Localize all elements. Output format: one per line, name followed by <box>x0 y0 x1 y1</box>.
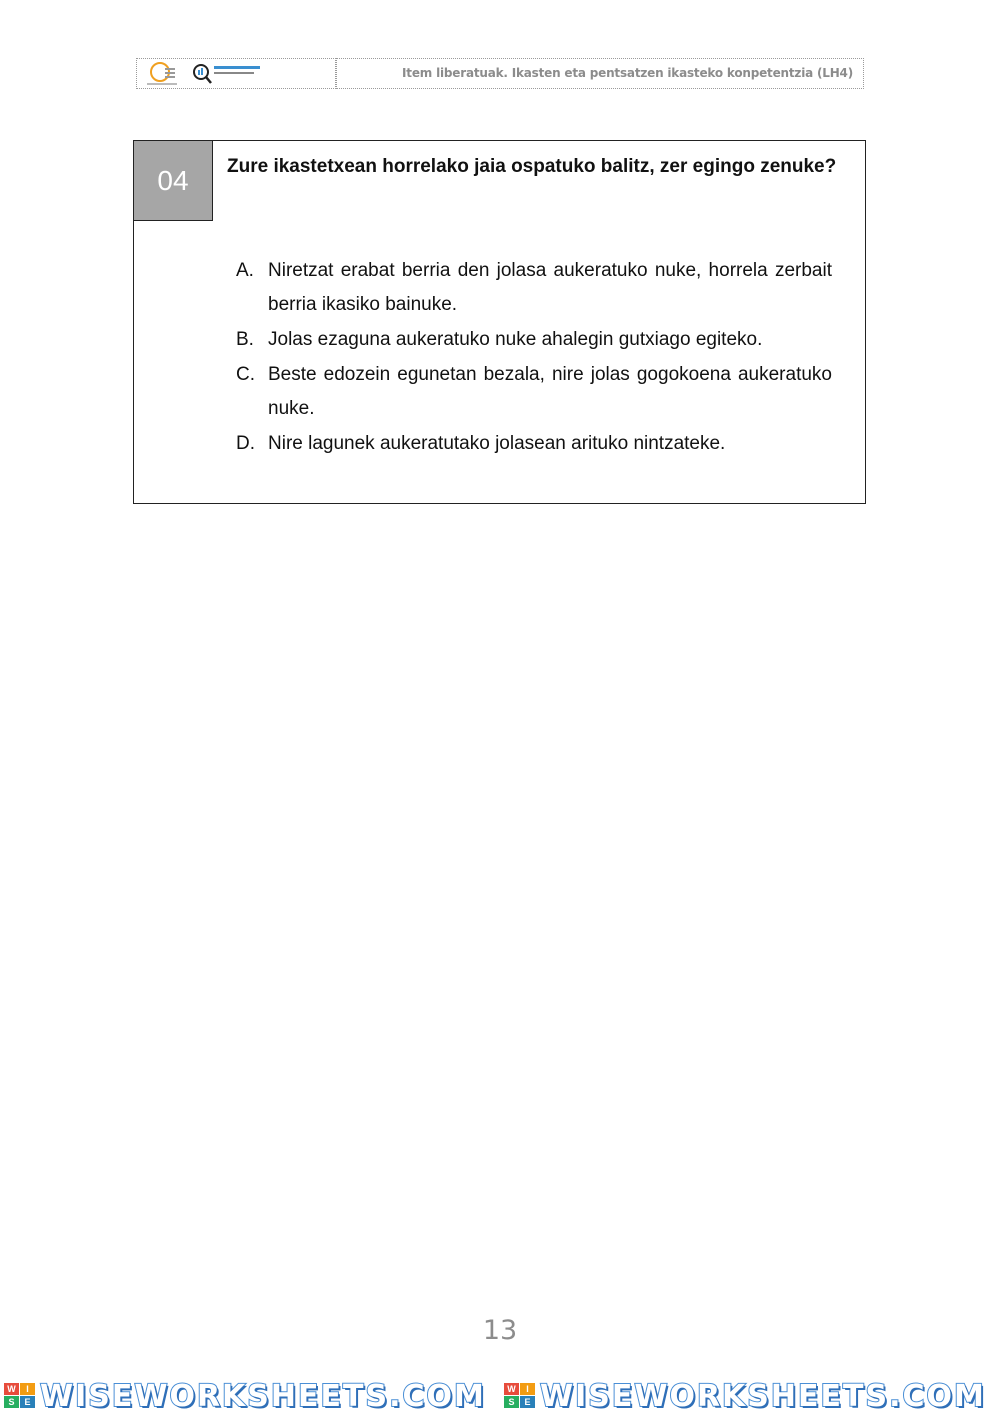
option-c[interactable] <box>236 358 832 426</box>
option-b[interactable] <box>236 323 832 357</box>
option-letter: D. <box>236 433 255 454</box>
watermark-unit <box>4 1376 498 1413</box>
institution-logo-icon <box>143 61 181 87</box>
watermark-unit <box>504 1376 998 1413</box>
watermark-badge-icon: W I S E <box>4 1383 36 1409</box>
watermark-text: WISEWORKSHEETS.COM <box>40 1379 486 1414</box>
option-a[interactable] <box>236 254 832 322</box>
question-box <box>133 140 866 504</box>
option-letter: B. <box>236 329 254 350</box>
page-header <box>136 58 864 89</box>
question-number: 04 <box>134 141 213 221</box>
option-letter: A. <box>236 260 254 281</box>
page-number: 13 <box>482 1315 518 1346</box>
option-text: Jolas ezaguna aukeratuko nuke ahalegin gutxiago egiteko. <box>268 329 763 350</box>
option-letter: C. <box>236 364 255 385</box>
option-text: Nire lagunek aukeratutako jolasean arituko nintzateke. <box>268 433 726 454</box>
header-logo-area <box>136 58 336 89</box>
evaluation-logo-icon <box>192 62 264 86</box>
header-title: Item liberatuak. Ikasten eta pentsatzen ikasteko konpetentzia (LH4) <box>402 66 853 80</box>
header-title-area <box>336 58 864 89</box>
watermark-badge-icon: W I S E <box>504 1383 536 1409</box>
option-text: Niretzat erabat berria den jolasa aukeratuko nuke, horrela zerbait berria ikasiko bainuke. <box>268 260 832 315</box>
option-d[interactable] <box>236 427 832 461</box>
watermark-footer <box>0 1376 1000 1413</box>
answer-options <box>236 254 832 462</box>
question-text: Zure ikastetxean horrelako jaia ospatuko balitz, zer egingo zenuke? <box>227 156 837 177</box>
watermark-text: WISEWORKSHEETS.COM <box>540 1379 986 1414</box>
option-text: Beste edozein egunetan bezala, nire jolas gogokoena aukeratuko nuke. <box>268 364 832 419</box>
